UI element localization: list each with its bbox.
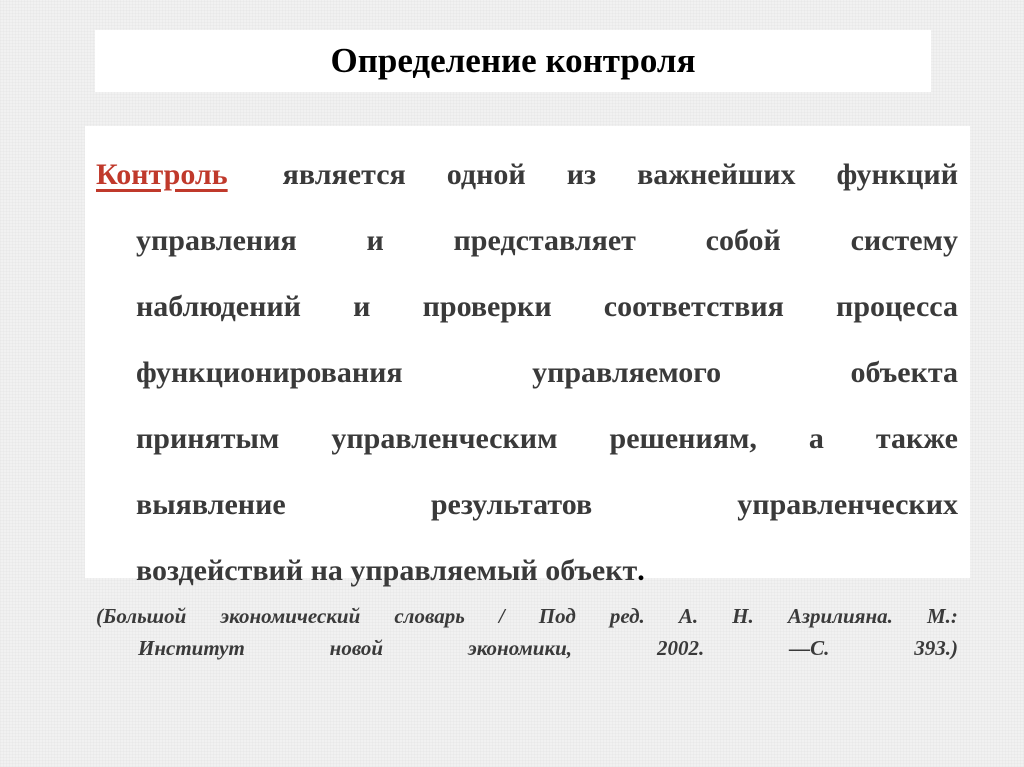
definition-line-3 [96, 274, 958, 340]
word: Институт [138, 636, 245, 660]
definition-line-6 [96, 472, 958, 538]
word: из [566, 158, 597, 191]
word: принятым [136, 422, 280, 455]
definition-line-1 [96, 142, 958, 208]
word: Под [538, 604, 576, 628]
word: ред. [609, 604, 645, 628]
word: 393.) [914, 636, 958, 660]
citation-line-2 [96, 632, 958, 664]
definition-text [96, 142, 958, 604]
citation-line-1 [96, 600, 958, 632]
word: а [808, 422, 824, 455]
word: / [498, 604, 505, 628]
word: является [282, 158, 406, 191]
word: также [875, 422, 958, 455]
word: функционирования [136, 356, 403, 389]
word: управляемого [532, 356, 722, 389]
word: 2002. [656, 636, 705, 660]
word: экономический [220, 604, 361, 628]
word: систему [850, 224, 958, 257]
slide-title: Определение контроля [330, 41, 696, 80]
word: —С. [789, 636, 830, 660]
word: выявление [136, 488, 286, 521]
title-box [95, 30, 931, 92]
word: важнейших [637, 158, 796, 191]
word: управленческих [737, 488, 958, 521]
word: представляет [453, 224, 636, 257]
citation [96, 600, 958, 664]
word: Н. [732, 604, 754, 628]
word: соответствия [603, 290, 784, 323]
word: процесса [836, 290, 958, 323]
word: Азрилияна. [787, 604, 893, 628]
definition-end-mark: . [637, 554, 645, 587]
word: и [366, 224, 384, 257]
word: решениям, [609, 422, 757, 455]
word: проверки [422, 290, 552, 323]
word: управленческим [331, 422, 558, 455]
word: собой [705, 224, 781, 257]
definition-term-group [96, 142, 242, 208]
word: словарь [394, 604, 465, 628]
definition-line-7 [96, 538, 958, 604]
word: (Большой [96, 604, 187, 628]
word: экономики, [468, 636, 573, 660]
word: наблюдений [136, 290, 301, 323]
word: новой [329, 636, 384, 660]
word: результатов [430, 488, 593, 521]
word: объекта [850, 356, 958, 389]
word: А. [678, 604, 699, 628]
word: одной [446, 158, 526, 191]
definition-line-2 [96, 208, 958, 274]
definition-last-line: воздействий на управляемый объект [136, 554, 638, 587]
word: и [353, 290, 371, 323]
definition-line-5 [96, 406, 958, 472]
definition-term: Контроль [96, 158, 228, 191]
definition-line-4 [96, 340, 958, 406]
word: управления [136, 224, 297, 257]
word: функций [836, 158, 958, 191]
word: М.: [926, 604, 958, 628]
